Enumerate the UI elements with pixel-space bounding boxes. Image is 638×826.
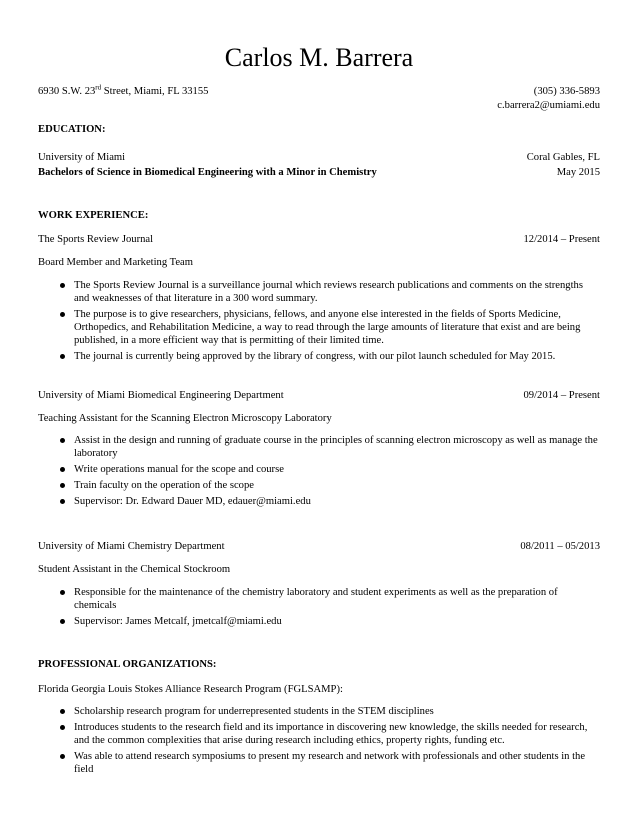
candidate-name: Carlos M. Barrera xyxy=(224,43,414,72)
address-rest: Street, Miami, FL 33155 xyxy=(101,86,209,97)
address-ordinal: rd xyxy=(95,83,102,92)
work-heading: WORK EXPERIENCE: xyxy=(38,210,149,221)
email-row xyxy=(38,99,600,112)
job-org: The Sports Review Journal xyxy=(38,234,154,245)
contact-row xyxy=(38,85,600,98)
job-role: Teaching Assistant for the Scanning Electron Microscopy Laboratory xyxy=(38,413,332,424)
list-item: Write operations manual for the scope and course xyxy=(38,463,600,476)
email: c.barrera2@umiami.edu xyxy=(497,100,600,111)
job-role: Student Assistant in the Chemical Stockroom xyxy=(38,564,231,575)
address xyxy=(38,85,208,98)
list-item: Responsible for the maintenance of the chemistry laboratory and student experiments as well as the preparation of chemicals xyxy=(38,586,600,612)
address-number: 6930 S.W. 23 xyxy=(38,86,96,97)
organization-bullets xyxy=(38,705,600,779)
job-dates: 12/2014 – Present xyxy=(523,234,600,245)
job-bullets xyxy=(38,586,600,631)
job-dates: 08/2011 – 05/2013 xyxy=(520,541,600,552)
job-org: University of Miami Biomedical Engineering Department xyxy=(38,390,284,401)
education-school-row xyxy=(38,151,600,164)
job-bullets xyxy=(38,434,600,511)
list-item: Train faculty on the operation of the scope xyxy=(38,479,600,492)
list-item: Scholarship research program for underrepresented students in the STEM disciplines xyxy=(38,705,600,718)
job-dates: 09/2014 – Present xyxy=(523,390,600,401)
phone: (305) 336-5893 xyxy=(533,86,600,97)
list-item: Introduces students to the research field and its importance in discovering new knowledge, the skills needed for research, and the common complexities that arise during research including ethics, property rights, funding etc. xyxy=(38,721,600,747)
job-header-row xyxy=(38,540,600,553)
list-item: Was able to attend research symposiums to present my research and network with professionals and other students in the field xyxy=(38,750,600,776)
job-org: University of Miami Chemistry Department xyxy=(38,541,225,552)
organizations-heading: PROFESSIONAL ORGANIZATIONS: xyxy=(38,659,217,670)
education-degree-row xyxy=(38,166,600,179)
school-location: Coral Gables, FL xyxy=(526,152,600,163)
job-header-row xyxy=(38,389,600,402)
list-item: Supervisor: James Metcalf, jmetcalf@miami.edu xyxy=(38,615,600,628)
graduation-date: May 2015 xyxy=(556,167,600,178)
degree: Bachelors of Science in Biomedical Engineering with a Minor in Chemistry xyxy=(38,167,377,178)
list-item: Assist in the design and running of graduate course in the principles of scanning electron microscopy as well as manage the laboratory xyxy=(38,434,600,460)
school-name: University of Miami xyxy=(38,152,126,163)
list-item: The Sports Review Journal is a surveillance journal which reviews research publications and comments on the strengths and weaknesses of that literature in a 300 word summary. xyxy=(38,279,600,305)
education-heading: EDUCATION: xyxy=(38,124,106,135)
job-role: Board Member and Marketing Team xyxy=(38,257,193,268)
list-item: Supervisor: Dr. Edward Dauer MD, edauer@miami.edu xyxy=(38,495,600,508)
organization-name: Florida Georgia Louis Stokes Alliance Research Program (FGLSAMP): xyxy=(38,684,343,695)
job-bullets xyxy=(38,279,600,366)
list-item: The journal is currently being approved by the library of congress, with our pilot launch scheduled for May 2015. xyxy=(38,350,600,363)
list-item: The purpose is to give researchers, physicians, fellows, and anyone else interested in the fields of Sports Medicine, Orthopedics, and Rehabilitation Medicine, a way to read through the large amounts of literature that exist and are being published, in a more efficient way that is permitting of their limited time. xyxy=(38,308,600,347)
job-header-row xyxy=(38,233,600,246)
